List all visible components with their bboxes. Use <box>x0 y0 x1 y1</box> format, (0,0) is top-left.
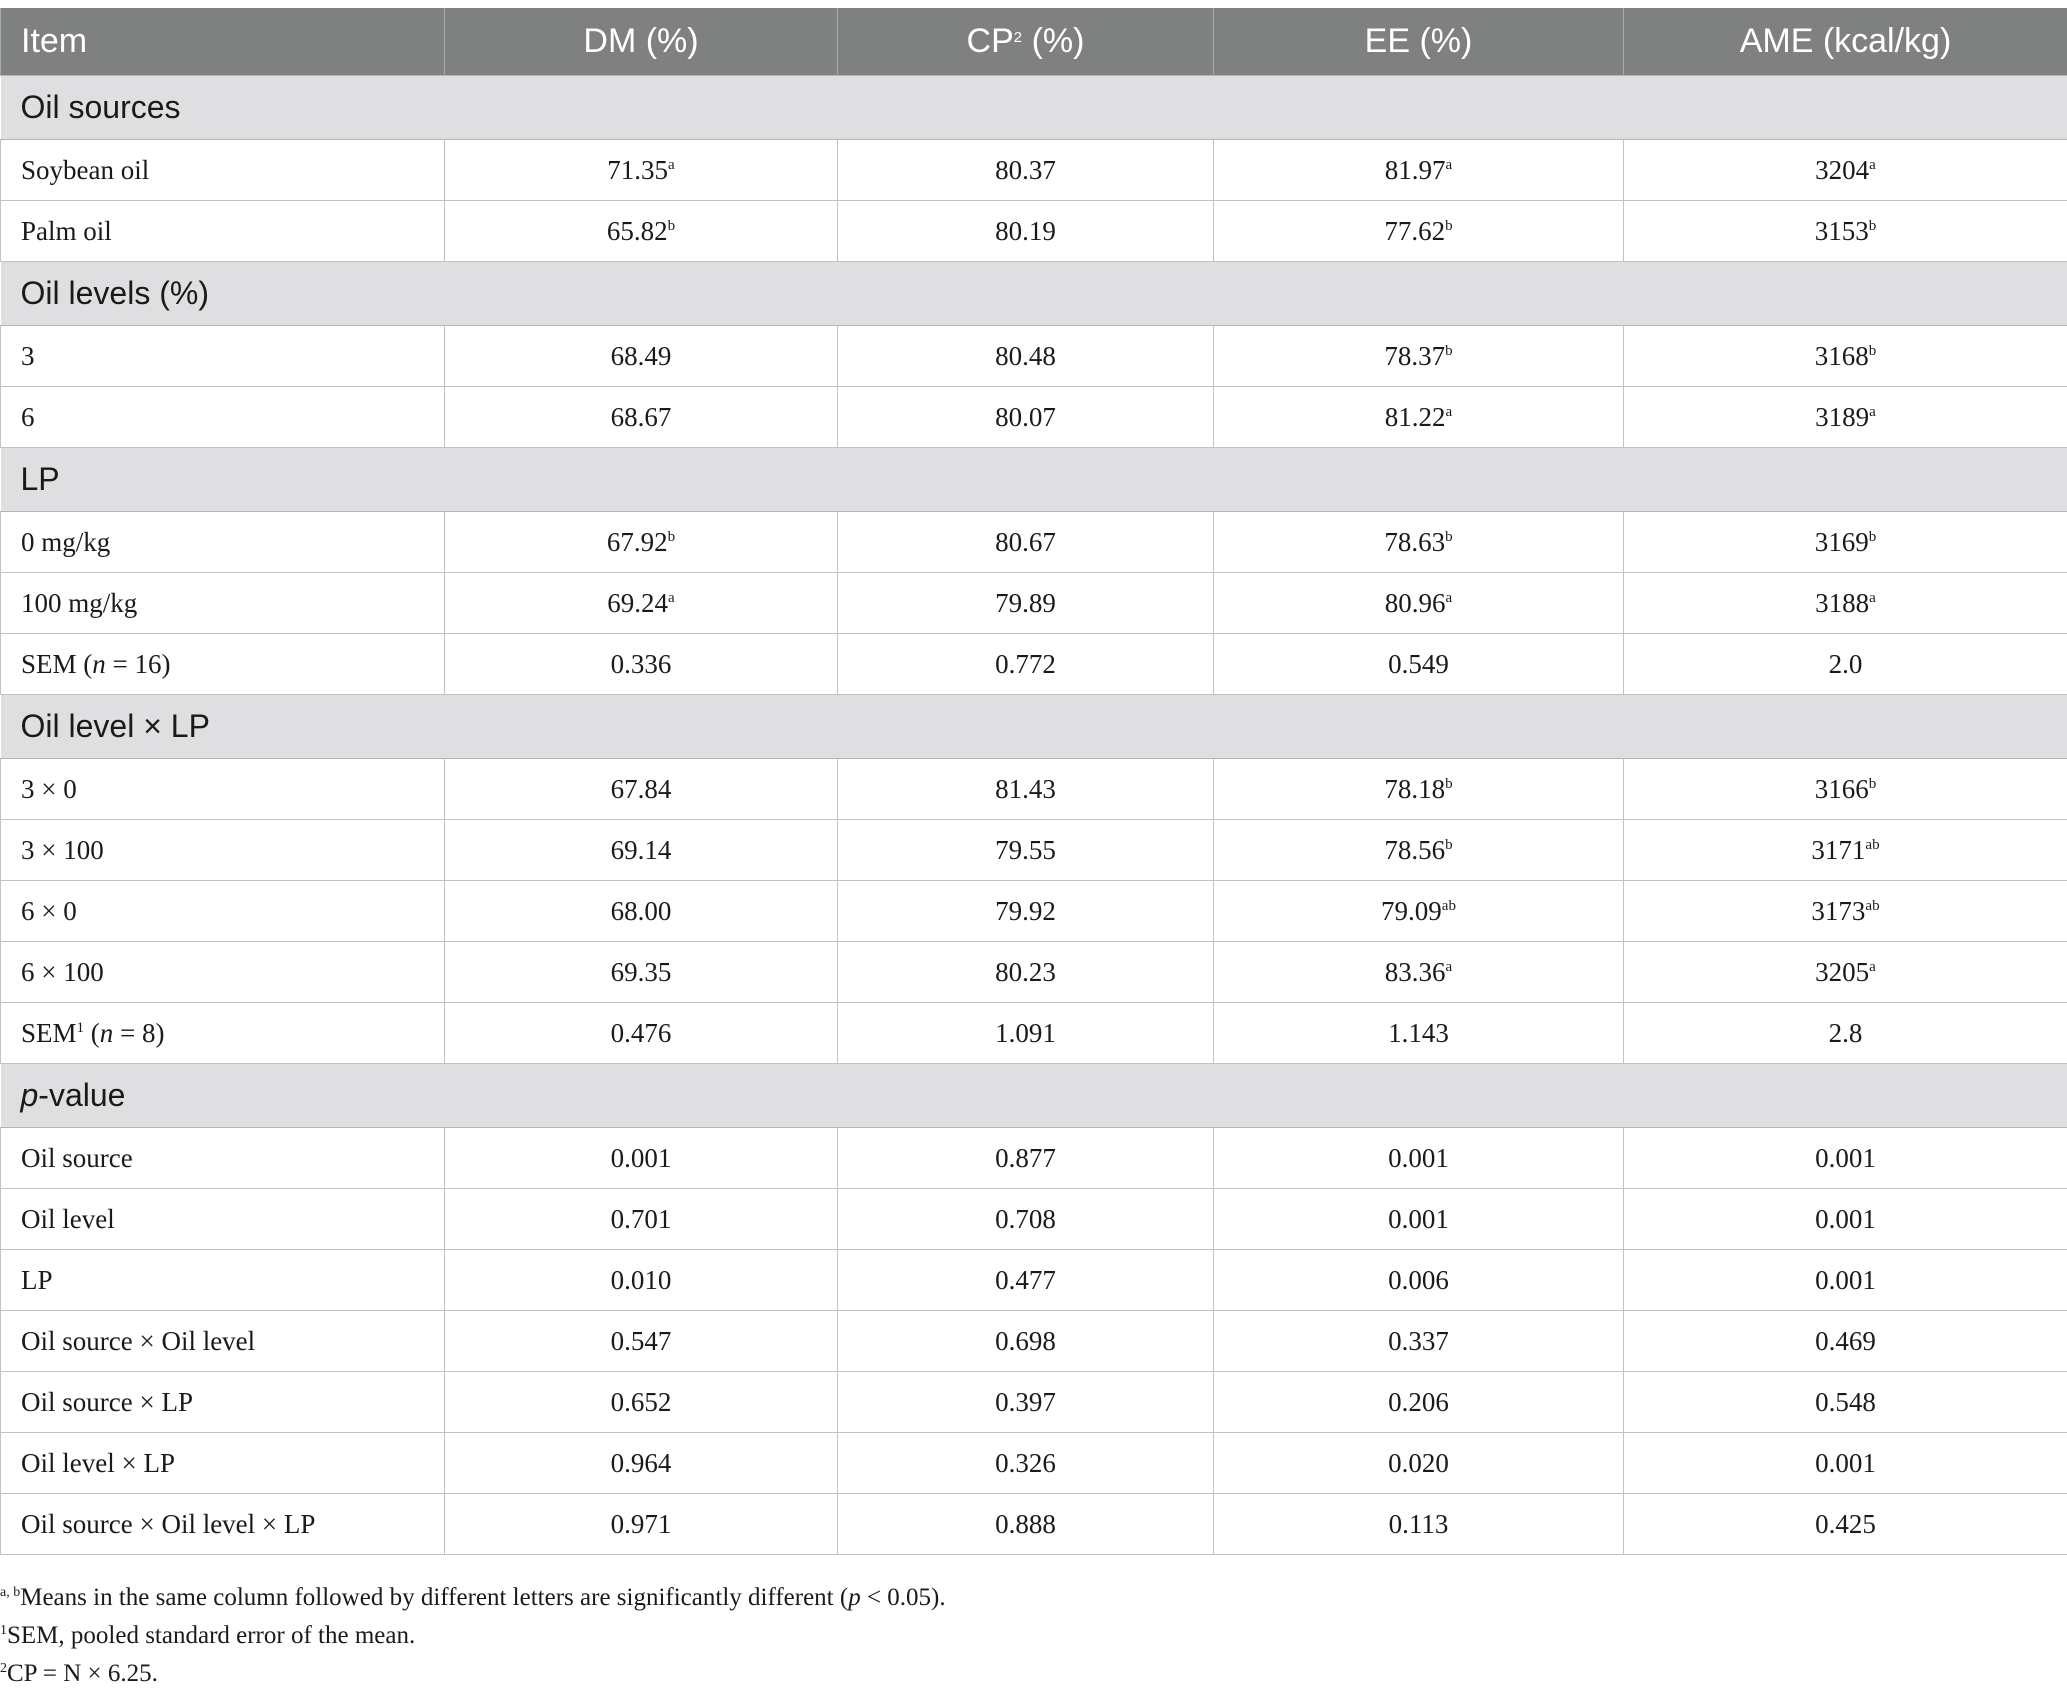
table-cell <box>1624 881 2067 942</box>
row-label-text: 6 × 100 <box>21 956 104 987</box>
section-title <box>1 1064 2067 1128</box>
cell-value: 3153 <box>1814 215 1869 246</box>
cell-value: 2.8 <box>1828 1017 1863 1048</box>
cell-value: 0.701 <box>610 1203 672 1234</box>
footnote-marker: 1 <box>0 1623 7 1638</box>
cell-value: 80.19 <box>995 215 1056 246</box>
row-label <box>1 1128 445 1189</box>
section-title-text: Oil levels (%) <box>20 275 209 311</box>
table-cell <box>838 820 1214 881</box>
significance-letter: b <box>1445 775 1453 792</box>
cell-value: 0.336 <box>610 648 672 679</box>
row-label-text: 0 mg/kg <box>21 526 111 557</box>
table-row <box>1 1494 2067 1555</box>
cell-value: 0.698 <box>995 1325 1056 1356</box>
table-row <box>1 942 2067 1003</box>
significance-letter: b <box>1868 775 1877 792</box>
cell-value: 3205 <box>1815 956 1870 987</box>
table-cell <box>445 1372 838 1433</box>
row-label-text: LP <box>21 1264 53 1295</box>
significance-letter: b <box>667 217 676 234</box>
table-cell <box>1214 820 1624 881</box>
table-row <box>1 759 2067 820</box>
table-cell <box>445 820 838 881</box>
table-cell <box>1624 1372 2067 1433</box>
table-cell <box>1624 759 2067 820</box>
row-label-text: Oil level × LP <box>21 1447 175 1478</box>
cell-value: 0.326 <box>995 1447 1056 1478</box>
significance-letter: a <box>1445 958 1453 975</box>
table-cell <box>1214 201 1624 262</box>
table-cell <box>1624 634 2067 695</box>
row-label-text: SEM ( <box>21 648 93 679</box>
footnote-text-suffix: < 0.05). <box>860 1584 946 1611</box>
table-cell <box>838 326 1214 387</box>
row-label <box>1 326 445 387</box>
cell-value: 71.35 <box>607 154 669 185</box>
footnote-marker: 2 <box>0 1661 7 1676</box>
row-label <box>1 1372 445 1433</box>
table-cell <box>1624 1189 2067 1250</box>
table-cell <box>1624 573 2067 634</box>
table-cell <box>1214 387 1624 448</box>
cell-value: 0.001 <box>610 1142 672 1173</box>
table-row <box>1 326 2067 387</box>
significance-letter: a <box>1869 958 1876 975</box>
section-title <box>1 262 2067 326</box>
cell-value: 68.67 <box>610 401 672 432</box>
table-cell <box>1624 201 2067 262</box>
table-cell <box>838 1128 1214 1189</box>
table-cell <box>1214 140 1624 201</box>
cell-value: 68.00 <box>610 895 672 926</box>
cell-value: 1.091 <box>995 1017 1056 1048</box>
table-header <box>1 8 2067 76</box>
cell-value: 80.23 <box>995 956 1056 987</box>
significance-letter: a <box>1445 156 1453 173</box>
table-cell <box>445 387 838 448</box>
footnote <box>0 1583 946 1621</box>
footnote-text: SEM, pooled standard error of the mean. <box>7 1622 416 1649</box>
row-label <box>1 1311 445 1372</box>
table-cell <box>838 942 1214 1003</box>
table-row <box>1 1128 2067 1189</box>
table-cell <box>445 326 838 387</box>
table-cell <box>838 573 1214 634</box>
cell-value: 80.37 <box>995 154 1056 185</box>
table-cell <box>838 881 1214 942</box>
table-cell <box>1624 387 2067 448</box>
table-cell <box>445 573 838 634</box>
cell-value: 0.469 <box>1815 1325 1876 1356</box>
section-header-row <box>1 695 2067 759</box>
table-cell <box>1624 326 2067 387</box>
cell-value: 3171 <box>1811 834 1866 865</box>
table-cell <box>838 1494 1214 1555</box>
row-label-text: Oil source <box>21 1142 133 1173</box>
table-cell <box>445 759 838 820</box>
table-cell <box>838 634 1214 695</box>
cell-value: 78.56 <box>1384 834 1446 865</box>
row-label-italic: n <box>99 1017 114 1048</box>
row-label <box>1 201 445 262</box>
table-cell <box>838 1433 1214 1494</box>
significance-letter: b <box>1445 528 1453 545</box>
table-cell <box>1624 1128 2067 1189</box>
table-row <box>1 140 2067 201</box>
table-cell <box>1624 512 2067 573</box>
table-cell <box>1624 1003 2067 1064</box>
cell-value: 2.0 <box>1828 648 1863 679</box>
table-cell <box>1214 1372 1624 1433</box>
row-label <box>1 387 445 448</box>
row-label <box>1 942 445 1003</box>
cell-value: 80.96 <box>1384 587 1446 618</box>
row-label-text: 3 × 0 <box>21 773 77 804</box>
row-label <box>1 573 445 634</box>
table-row <box>1 881 2067 942</box>
table-cell <box>838 387 1214 448</box>
significance-letter: b <box>1445 217 1453 234</box>
table-cell <box>445 1494 838 1555</box>
significance-letter: a <box>668 589 675 606</box>
header-superscript: 2 <box>1013 29 1023 46</box>
table-row <box>1 1311 2067 1372</box>
cell-value: 81.22 <box>1384 401 1446 432</box>
row-label-suffix: = 16) <box>105 648 171 679</box>
table-cell <box>838 1003 1214 1064</box>
column-header-0 <box>1 8 445 76</box>
table-cell <box>1624 1433 2067 1494</box>
cell-value: 1.143 <box>1388 1017 1449 1048</box>
table-cell <box>1214 881 1624 942</box>
cell-value: 0.547 <box>610 1325 672 1356</box>
table-cell <box>1214 512 1624 573</box>
significance-letter: b <box>667 528 676 545</box>
significance-letter: b <box>1445 342 1453 359</box>
row-label-text: 3 <box>21 340 35 371</box>
cell-value: 80.07 <box>995 401 1056 432</box>
row-label-text: Oil source × Oil level × LP <box>21 1508 316 1539</box>
cell-value: 0.964 <box>610 1447 672 1478</box>
cell-value: 0.001 <box>1815 1447 1876 1478</box>
cell-value: 3188 <box>1815 587 1870 618</box>
table-cell <box>1214 1433 1624 1494</box>
header-text: DM (%) <box>583 22 699 60</box>
section-header-row <box>1 76 2067 140</box>
table-cell <box>1624 1494 2067 1555</box>
header-text: AME (kcal/kg) <box>1739 22 1952 60</box>
footnote <box>0 1659 946 1697</box>
row-label-text: Palm oil <box>21 215 112 246</box>
table-cell <box>1214 1003 1624 1064</box>
table-row <box>1 573 2067 634</box>
cell-value: 3168 <box>1814 340 1869 371</box>
cell-value: 67.92 <box>606 526 668 557</box>
significance-letter: a <box>1869 403 1876 420</box>
cell-value: 0.708 <box>995 1203 1056 1234</box>
row-label <box>1 1433 445 1494</box>
table-cell <box>838 512 1214 573</box>
cell-value: 0.425 <box>1815 1508 1876 1539</box>
row-label <box>1 140 445 201</box>
table-cell <box>1214 326 1624 387</box>
section-title-text: LP <box>20 461 60 497</box>
cell-value: 0.001 <box>1815 1142 1876 1173</box>
table-row <box>1 820 2067 881</box>
row-label <box>1 820 445 881</box>
row-label-paren: ( <box>84 1017 100 1048</box>
header-text: EE (%) <box>1364 22 1473 60</box>
cell-value: 78.37 <box>1384 340 1446 371</box>
significance-letter: a <box>1869 589 1876 606</box>
cell-value: 0.476 <box>610 1017 672 1048</box>
section-header-row <box>1 262 2067 326</box>
cell-value: 3166 <box>1814 773 1869 804</box>
table-row <box>1 1433 2067 1494</box>
cell-value: 83.36 <box>1384 956 1446 987</box>
row-label-text: 6 × 0 <box>21 895 77 926</box>
table-row <box>1 201 2067 262</box>
significance-letter: a <box>1445 589 1453 606</box>
cell-value: 69.24 <box>607 587 669 618</box>
cell-value: 3204 <box>1815 154 1870 185</box>
cell-value: 79.92 <box>995 895 1056 926</box>
footnotes <box>0 1583 946 1697</box>
footnote-marker: a, b <box>0 1585 21 1600</box>
significance-letter: b <box>1868 217 1877 234</box>
cell-value: 81.97 <box>1384 154 1446 185</box>
table-row <box>1 1250 2067 1311</box>
cell-value: 0.020 <box>1388 1447 1449 1478</box>
table-row <box>1 387 2067 448</box>
row-label-text: Oil level <box>21 1203 115 1234</box>
row-label-superscript: 1 <box>76 1019 85 1036</box>
table-cell <box>1214 573 1624 634</box>
significance-letter: ab <box>1865 897 1880 914</box>
section-title-text: Oil sources <box>20 89 181 125</box>
header-text-suffix: (%) <box>1022 22 1085 60</box>
cell-value: 69.14 <box>610 834 672 865</box>
table-row <box>1 512 2067 573</box>
section-title <box>1 448 2067 512</box>
cell-value: 0.001 <box>1815 1264 1876 1295</box>
footnote-text: CP = N × 6.25. <box>7 1660 158 1687</box>
cell-value: 77.62 <box>1384 215 1446 246</box>
cell-value: 0.772 <box>995 648 1056 679</box>
cell-value: 0.971 <box>610 1508 672 1539</box>
table-cell <box>445 140 838 201</box>
table-cell <box>1214 1189 1624 1250</box>
row-label-text: Soybean oil <box>21 154 150 185</box>
table-cell <box>838 140 1214 201</box>
table-cell <box>1214 1128 1624 1189</box>
section-title-text: Oil level × LP <box>20 708 210 744</box>
table-cell <box>445 634 838 695</box>
section-title <box>1 695 2067 759</box>
table-cell <box>445 1433 838 1494</box>
table-cell <box>445 1128 838 1189</box>
table-row <box>1 1003 2067 1064</box>
table-cell <box>1624 942 2067 1003</box>
header-text: CP <box>966 22 1014 60</box>
cell-value: 0.001 <box>1388 1203 1449 1234</box>
table-cell <box>838 201 1214 262</box>
table-cell <box>445 942 838 1003</box>
table-cell <box>1624 1311 2067 1372</box>
column-header-1 <box>445 8 838 76</box>
table-cell <box>838 759 1214 820</box>
table-cell <box>1214 759 1624 820</box>
cell-value: 0.877 <box>995 1142 1056 1173</box>
column-header-2 <box>838 8 1214 76</box>
cell-value: 0.206 <box>1388 1386 1449 1417</box>
cell-value: 79.09 <box>1381 895 1442 926</box>
table-cell <box>1624 1250 2067 1311</box>
row-label-text: 3 × 100 <box>21 834 104 865</box>
table-cell <box>1214 1494 1624 1555</box>
column-header-4 <box>1624 8 2067 76</box>
cell-value: 0.888 <box>995 1508 1056 1539</box>
cell-value: 3189 <box>1815 401 1870 432</box>
cell-value: 0.006 <box>1388 1264 1449 1295</box>
table-cell <box>1624 140 2067 201</box>
table-cell <box>1214 1311 1624 1372</box>
cell-value: 0.113 <box>1388 1508 1449 1539</box>
cell-value: 78.63 <box>1384 526 1446 557</box>
results-table <box>0 8 2067 1555</box>
row-label-italic: n <box>92 648 106 679</box>
significance-letter: a <box>1445 403 1453 420</box>
row-label <box>1 1250 445 1311</box>
row-label <box>1 512 445 573</box>
row-label <box>1 1189 445 1250</box>
table-cell <box>445 1250 838 1311</box>
table-row <box>1 1189 2067 1250</box>
table-cell <box>1214 634 1624 695</box>
row-label <box>1 1494 445 1555</box>
cell-value: 0.477 <box>995 1264 1056 1295</box>
table-cell <box>1624 820 2067 881</box>
cell-value: 0.548 <box>1815 1386 1876 1417</box>
row-label-text: Oil source × Oil level <box>21 1325 256 1356</box>
significance-letter: b <box>1868 528 1877 545</box>
table-cell <box>445 1003 838 1064</box>
footnote-italic: p <box>848 1584 861 1611</box>
section-header-row <box>1 1064 2067 1128</box>
cell-value: 0.337 <box>1388 1325 1449 1356</box>
significance-letter: b <box>1445 836 1453 853</box>
row-label-text: 6 <box>21 401 35 432</box>
table-cell <box>445 1311 838 1372</box>
cell-value: 69.35 <box>610 956 672 987</box>
section-title-italic: p <box>20 1077 39 1113</box>
row-label-text: 100 mg/kg <box>21 587 138 618</box>
section-title-text: -value <box>38 1077 126 1113</box>
table-body <box>1 76 2067 1555</box>
column-header-3 <box>1214 8 1624 76</box>
cell-value: 78.18 <box>1384 773 1446 804</box>
cell-value: 0.010 <box>610 1264 672 1295</box>
section-header-row <box>1 448 2067 512</box>
cell-value: 0.001 <box>1388 1142 1449 1173</box>
cell-value: 79.55 <box>995 834 1056 865</box>
cell-value: 80.48 <box>995 340 1056 371</box>
row-label <box>1 881 445 942</box>
table-cell <box>838 1372 1214 1433</box>
cell-value: 0.001 <box>1815 1203 1876 1234</box>
row-label-text: Oil source × LP <box>21 1386 193 1417</box>
table-cell <box>445 881 838 942</box>
significance-letter: a <box>1869 156 1876 173</box>
header-text: Item <box>21 22 88 60</box>
cell-value: 3173 <box>1811 895 1866 926</box>
significance-letter: ab <box>1865 836 1880 853</box>
section-title <box>1 76 2067 140</box>
cell-value: 81.43 <box>995 773 1056 804</box>
significance-letter: ab <box>1441 897 1456 914</box>
cell-value: 68.49 <box>610 340 672 371</box>
table-cell <box>445 512 838 573</box>
results-table-container <box>0 8 2067 1555</box>
cell-value: 65.82 <box>606 215 668 246</box>
table-row <box>1 1372 2067 1433</box>
row-label <box>1 759 445 820</box>
table-cell <box>838 1250 1214 1311</box>
header-row <box>1 8 2067 76</box>
significance-letter: a <box>668 156 675 173</box>
table-cell <box>1214 1250 1624 1311</box>
table-cell <box>1214 942 1624 1003</box>
cell-value: 0.397 <box>995 1386 1056 1417</box>
table-cell <box>445 1189 838 1250</box>
row-label-text: SEM <box>21 1017 77 1048</box>
row-label <box>1 634 445 695</box>
table-cell <box>838 1311 1214 1372</box>
cell-value: 0.652 <box>610 1386 672 1417</box>
footnote <box>0 1621 946 1659</box>
cell-value: 80.67 <box>995 526 1056 557</box>
table-cell <box>838 1189 1214 1250</box>
cell-value: 0.549 <box>1388 648 1449 679</box>
footnote-text: Means in the same column followed by different letters are significantly different ( <box>20 1584 849 1611</box>
table-cell <box>445 201 838 262</box>
row-label <box>1 1003 445 1064</box>
cell-value: 3169 <box>1814 526 1869 557</box>
cell-value: 79.89 <box>995 587 1056 618</box>
cell-value: 67.84 <box>610 773 672 804</box>
row-label-suffix: = 8) <box>113 1017 165 1048</box>
table-row <box>1 634 2067 695</box>
significance-letter: b <box>1868 342 1877 359</box>
